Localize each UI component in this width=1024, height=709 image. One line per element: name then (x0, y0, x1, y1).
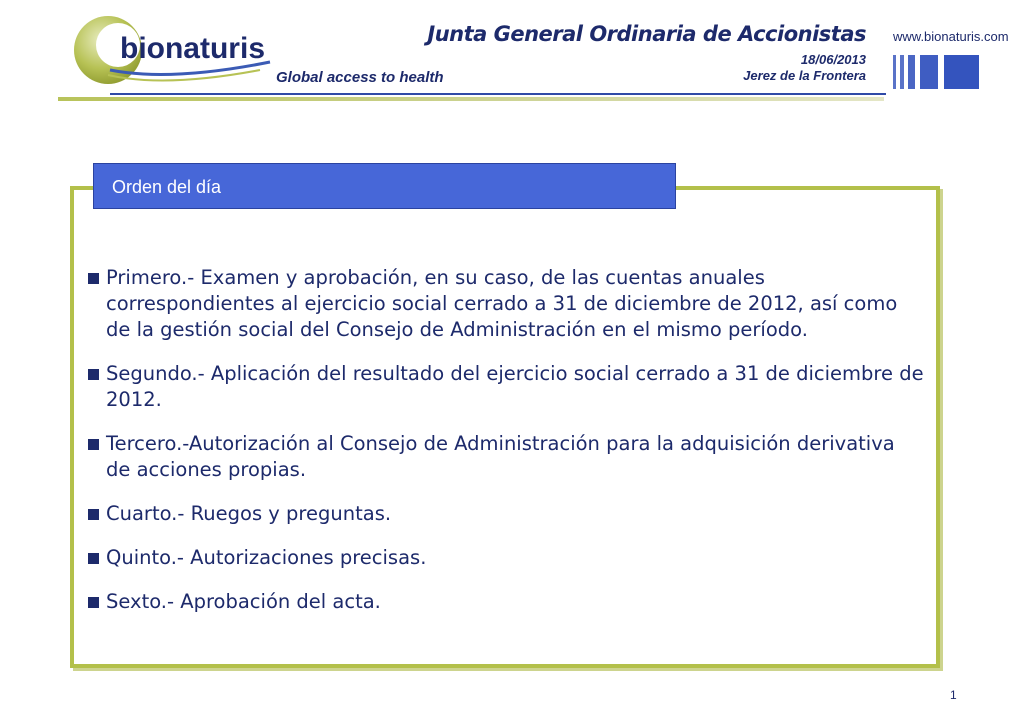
header-rule-blue (110, 93, 886, 95)
square-bullet-icon (88, 553, 99, 564)
agenda-item-text: Quinto.- Autorizaciones precisas. (106, 546, 427, 569)
square-bullet-icon (88, 439, 99, 450)
agenda-item-text: Cuarto.- Ruegos y preguntas. (106, 502, 392, 525)
agenda-item (88, 265, 924, 343)
section-title: Orden del día (112, 177, 222, 197)
agenda-item-text: Tercero.-Autorización al Consejo de Administración para la adquisición derivativa de acciones propias. (106, 432, 895, 481)
agenda-list (88, 265, 924, 633)
meeting-title: Junta General Ordinaria de Accionistas (427, 22, 866, 46)
website-url: www.bionaturis.com (893, 29, 1009, 44)
bionaturis-logo (70, 12, 280, 92)
tagline: Global access to health (276, 69, 444, 86)
page-number: 1 (950, 688, 957, 702)
agenda-item (88, 361, 924, 413)
agenda-item-text: Sexto.- Aprobación del acta. (106, 590, 381, 613)
agenda-item (88, 431, 924, 483)
square-bullet-icon (88, 509, 99, 520)
meeting-date: 18/06/2013 (800, 52, 866, 67)
agenda-item-text: Segundo.- Aplicación del resultado del ejercicio social cerrado a 31 de diciembre de 2012. (106, 362, 924, 411)
agenda-item-text: Primero.- Examen y aprobación, en su caso, de las cuentas anuales correspondientes al ejercicio social cerrado a 31 de diciembre de 2012, así como de la gestión social del Consejo de Administración en el mismo período. (106, 266, 898, 341)
logo-wordmark: bionaturis (120, 32, 266, 65)
agenda-item (88, 501, 924, 527)
agenda-item (88, 589, 924, 615)
decorative-bars-icon (893, 55, 979, 89)
header-rule (58, 97, 884, 101)
square-bullet-icon (88, 597, 99, 608)
section-header (93, 163, 676, 209)
meeting-place: Jerez de la Frontera (743, 68, 866, 83)
agenda-item (88, 545, 924, 571)
square-bullet-icon (88, 369, 99, 380)
square-bullet-icon (88, 273, 99, 284)
